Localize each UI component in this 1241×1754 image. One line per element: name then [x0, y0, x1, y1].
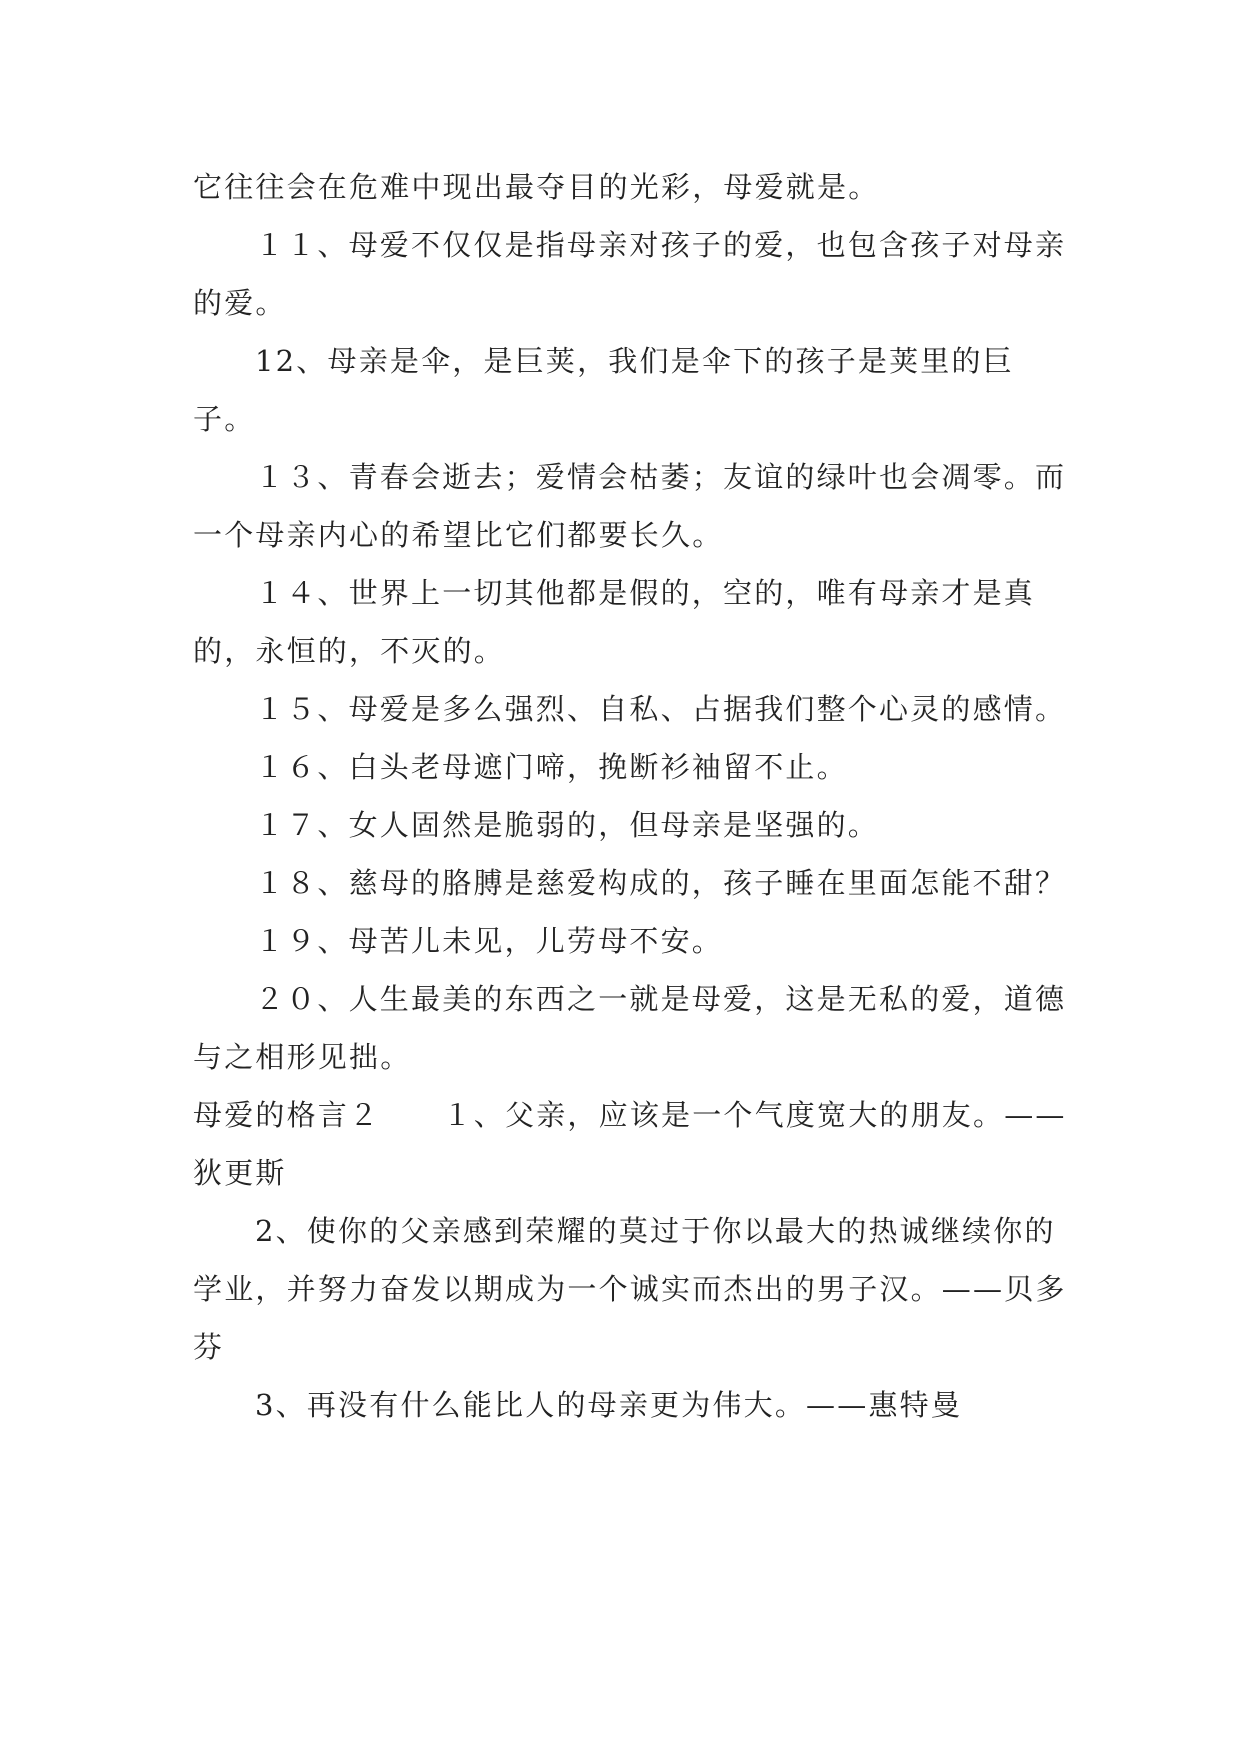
document-body: [193, 158, 1073, 1434]
paragraph-quote-15: １５、母爱是多么强烈、自私、占据我们整个心灵的感情。: [255, 692, 1067, 726]
paragraph-quote-16: １６、白头老母遮门啼，挽断衫袖留不止。: [255, 750, 848, 784]
paragraph-quote-18: １８、慈母的胳膊是慈爱构成的，孩子睡在里面怎能不甜？: [255, 866, 1067, 900]
paragraph-father-quote-3: 3、再没有什么能比人的母亲更为伟大。——惠特曼: [255, 1388, 963, 1422]
paragraph-quote-13: １３、青春会逝去；爱情会枯萎；友谊的绿叶也会凋零。而一个母亲内心的希望比它们都要长久。: [193, 460, 1067, 552]
paragraph-father-quote-2: 2、使你的父亲感到荣耀的莫过于你以最大的热诚继续你的学业，并努力奋发以期成为一个诚实而杰出的男子汉。——贝多芬: [193, 1214, 1067, 1364]
paragraph-section-heading: 母爱的格言２ １、父亲，应该是一个气度宽大的朋友。——狄更斯: [193, 1098, 1067, 1190]
paragraph-quote-14: １４、世界上一切其他都是假的，空的，唯有母亲才是真的，永恒的，不灭的。: [193, 576, 1036, 668]
paragraph-continuation: 它往往会在危难中现出最夺目的光彩，母爱就是。: [193, 170, 880, 204]
paragraph-quote-12: 12、母亲是伞，是巨荚，我们是伞下的孩子是荚里的巨子。: [193, 344, 1014, 436]
paragraph-quote-17: １７、女人固然是脆弱的，但母亲是坚强的。: [255, 808, 880, 842]
paragraph-quote-20: ２０、人生最美的东西之一就是母爱，这是无私的爱，道德与之相形见拙。: [193, 982, 1067, 1074]
paragraph-quote-19: １９、母苦儿未见，儿劳母不安。: [255, 924, 724, 958]
paragraph-quote-11: １１、母爱不仅仅是指母亲对孩子的爱，也包含孩子对母亲的爱。: [193, 228, 1067, 320]
